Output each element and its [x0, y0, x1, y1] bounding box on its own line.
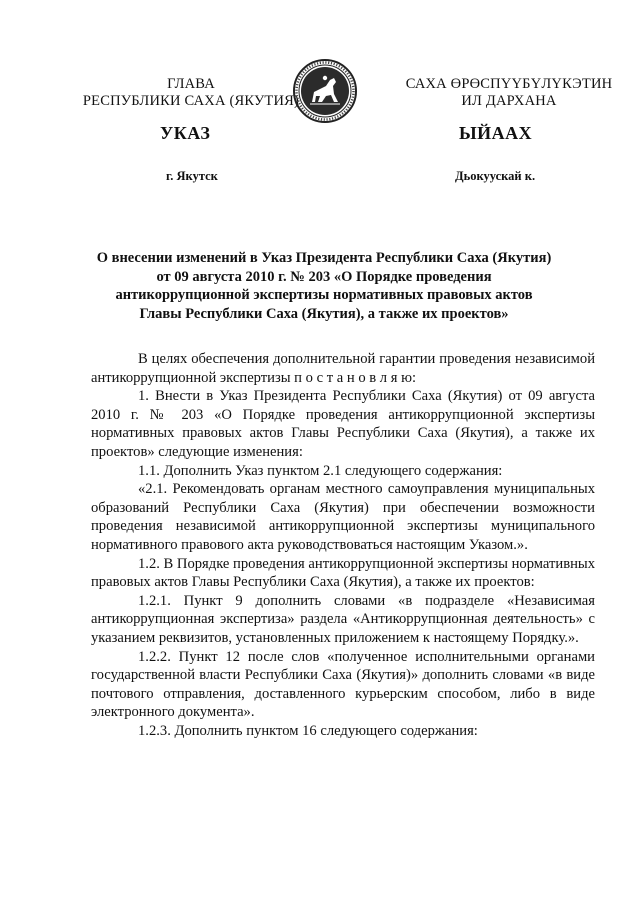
title-line-3: антикоррупционной экспертизы нормативных правовых актов: [115, 287, 533, 303]
decree-title-sah: ЫЙААХ: [459, 123, 533, 143]
document-title: [84, 249, 564, 323]
paragraph-1-1: 1.1. Дополнить Указ пунктом 2.1 следующего содержания:: [138, 462, 503, 479]
header-right-line2: ИЛ ДАРХАНА: [461, 93, 557, 109]
header-left-line1: ГЛАВА: [167, 76, 215, 92]
header-right-line1: САХА ӨРӨСПҮҮБҮЛҮКЭТИН: [405, 76, 613, 92]
paragraph-1-2-3: 1.2.3. Дополнить пунктом 16 следующего содержания:: [138, 722, 478, 739]
paragraph-1-2-2: 1.2.2. Пункт 12 после слов «полученное исполнительными органами государственной власти Республики Саха (Якутия)» дополнить словами «в виде почтового отправления, доставленного курьерским способом, либо в виде электронного документа».: [91, 648, 595, 721]
document-body: [91, 350, 595, 740]
title-line-1: О внесении изменений в Указ Президента Республики Саха (Якутия): [96, 250, 552, 266]
place-ru: г. Якутск: [166, 169, 218, 183]
title-line-4: Главы Республики Саха (Якутия), а также их проектов»: [139, 305, 509, 322]
paragraph-1-2: 1.2. В Порядке проведения антикоррупционной экспертизы нормативных правовых актов Главы Республики Саха (Якутия), а также их проектов:: [91, 555, 596, 591]
paragraph-2-1-quote: «2.1. Рекомендовать органам местного самоуправления муниципальных образований Республики Саха (Якутия) при обеспечении возможности проведения независимой антикоррупционной экспертизы муниципального нормативного правового акта руководствоваться настоящим Указом.».: [91, 481, 595, 553]
header-left: [76, 76, 306, 110]
coat-of-arms-icon: [292, 58, 358, 124]
place-sah: Дьокуускай к.: [455, 169, 536, 183]
paragraph-1: 1. Внести в Указ Президента Республики Саха (Якутия) от 09 августа 2010 г. № 203 «О Порядке проведения антикоррупционной экспертизы нормативных правовых актов Главы Республики Саха (Якутия), а также их проектов» следующие изменения:: [91, 388, 595, 460]
paragraph-preamble: В целях обеспечения дополнительной гарантии проведения независимой антикоррупционной экспертизы п о с т а н о в л я ю:: [91, 351, 595, 386]
title-line-2: от 09 августа 2010 г. № 203 «О Порядке проведения: [156, 268, 492, 285]
header-right: [394, 76, 624, 110]
header-left-line2: РЕСПУБЛИКИ САХА (ЯКУТИЯ): [82, 93, 300, 109]
paragraph-1-2-1: 1.2.1. Пункт 9 дополнить словами «в подразделе «Независимая антикоррупционная экспертиза» раздела «Антикоррупционная деятельность» с указанием реквизитов, установленных приложением к настоящему Порядку.».: [91, 592, 595, 646]
decree-title-ru: УКАЗ: [160, 123, 211, 143]
